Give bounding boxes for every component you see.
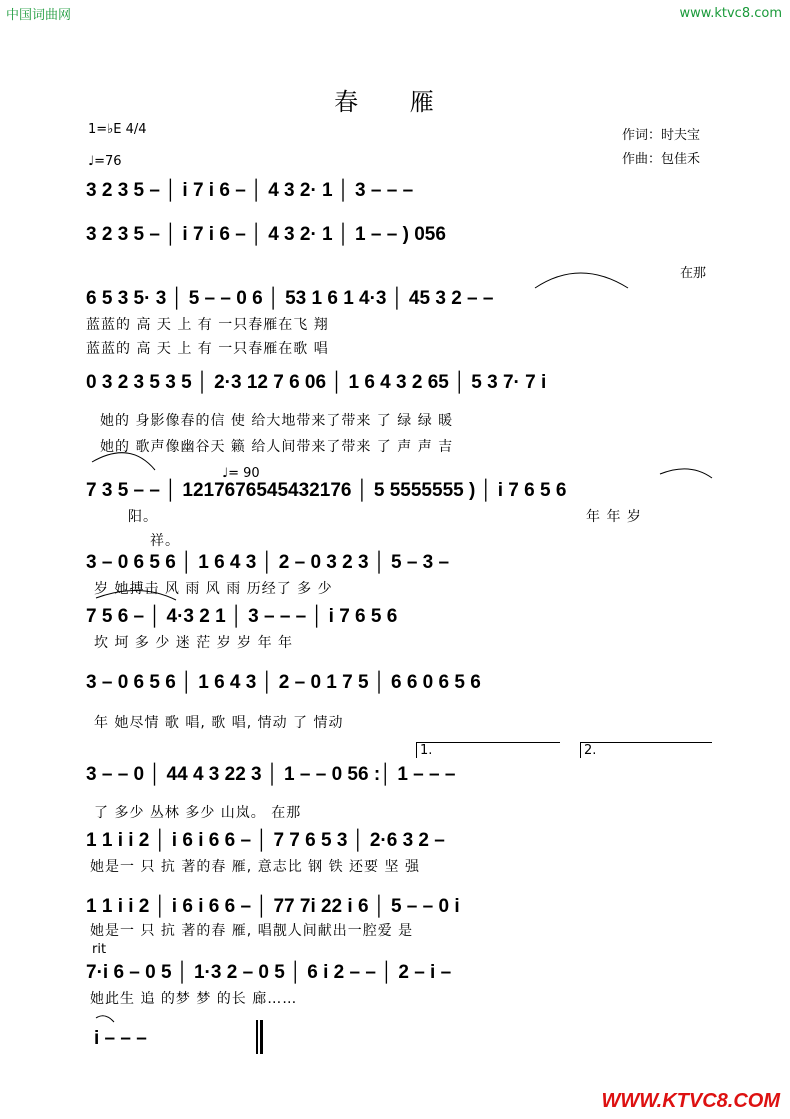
song-title: 春 雁 [334, 88, 456, 116]
lyric-line-4-verse-2: 她的 歌声像幽谷天 籁 给人间带来了带来 了 声 声 吉 [100, 439, 454, 455]
lyricist-credit: 作词：时夫宝 [622, 128, 701, 143]
lyric-line-9: 了 多少 丛林 多少 山岚。 在那 [94, 805, 302, 821]
score-line-3-notes: 6 5 3 5· 3 │ 5 – – 0 6 │ 53 1 6 1 4·3 │ 45 3 2 – – [86, 288, 494, 309]
slur-2 [92, 453, 155, 470]
lyric-line-11: 她是一 只 抗 著的春 雁, 唱靓人间献出一腔爱 是 [90, 923, 414, 939]
score-line-5-notes: 7 3 5 – – │ 1217676545432176 │ 5 5555555 ) │ i 7 6 5 6 [86, 480, 567, 501]
watermark-top-right[interactable]: www.ktvc8.com [679, 6, 782, 21]
lyric-line-3-verse-2: 蓝蓝的 高 天 上 有 一只春雁在歌 唱 [86, 341, 329, 357]
pickup-lyric: 在那 [680, 266, 707, 281]
lyric-line-12: 她此生 追 的梦 梦 的长 廊…… [90, 991, 298, 1007]
score-line-9-notes: 3 – – 0 │ 44 4 3 22 3 │ 1 – – 0 56 :│ 1 – – – [86, 764, 456, 785]
slur-4 [660, 469, 712, 478]
tempo-marking: ♩=76 [88, 154, 122, 169]
watermark-top-left: 中国词曲网 [6, 8, 72, 23]
slur-5 [96, 1016, 114, 1022]
lyric-line-3-verse-1: 蓝蓝的 高 天 上 有 一只春雁在飞 翔 [86, 317, 329, 333]
key-signature: 1=♭E 4/4 [88, 122, 147, 137]
composer-credit: 作曲：包佳禾 [622, 152, 701, 167]
score-line-8-notes: 3 – 0 6 5 6 │ 1 6 4 3 │ 2 – 0 1 7 5 │ 6 6 0 6 5 6 [86, 672, 481, 693]
lyric-line-6: 岁 她搏击 风 雨 风 雨 历经了 多 少 [94, 581, 333, 597]
lyric-line-5-b: 年 年 岁 [586, 509, 642, 525]
score-line-12-notes: 7·i 6 – 0 5 │ 1·3 2 – 0 5 │ 6 i 2 – – │ 2 – i – [86, 962, 452, 983]
tempo-change: ♩= 90 [222, 466, 260, 481]
ritardando-mark: rit [92, 942, 107, 957]
lyric-line-7: 坎 坷 多 少 迷 茫 岁 岁 年 年 [94, 635, 294, 651]
lyric-line-5-a: 阳。 [128, 509, 158, 525]
slur-1 [535, 273, 628, 288]
score-line-10-notes: 1 1 i i 2 │ i 6 i 6 6 – │ 7 7 6 5 3 │ 2·6 3 2 – [86, 830, 445, 851]
score-line-13-notes: i – – – [94, 1028, 147, 1049]
score-line-6-notes: 3 – 0 6 5 6 │ 1 6 4 3 │ 2 – 0 3 2 3 │ 5 – 3 – [86, 552, 450, 573]
lyric-line-4-verse-1: 她的 身影像春的信 使 给大地带来了带来 了 绿 绿 暖 [100, 413, 454, 429]
lyric-line-8: 年 她尽情 歌 唱, 歌 唱, 情动 了 情动 [94, 715, 344, 731]
score-line-4-notes: 0 3 2 3 5 3 5 │ 2·3 12 7 6 06 │ 1 6 4 3 2 65 │ 5 3 7· 7 i [86, 372, 547, 393]
slur-3 [96, 590, 176, 600]
lyric-line-5-extra: 祥。 [150, 533, 180, 549]
volta-1: 1. [416, 742, 560, 758]
score-line-2-notes: 3 2 3 5 – │ i 7 i 6 – │ 4 3 2· 1 │ 1 – – ) 056 [86, 224, 446, 245]
lyric-line-10: 她是一 只 抗 著的春 雁, 意志比 钢 铁 还要 坚 强 [90, 859, 420, 875]
volta-2: 2. [580, 742, 712, 758]
score-line-11-notes: 1 1 i i 2 │ i 6 i 6 6 – │ 77 7i 22 i 6 │ 5 – – 0 i [86, 896, 460, 917]
score-line-1-notes: 3 2 3 5 – │ i 7 i 6 – │ 4 3 2· 1 │ 3 – – – [86, 180, 414, 201]
score-line-7-notes: 7 5 6 – │ 4·3 2 1 │ 3 – – – │ i 7 6 5 6 [86, 606, 398, 627]
watermark-bottom[interactable]: WWW.KTVC8.COM [601, 1090, 780, 1112]
